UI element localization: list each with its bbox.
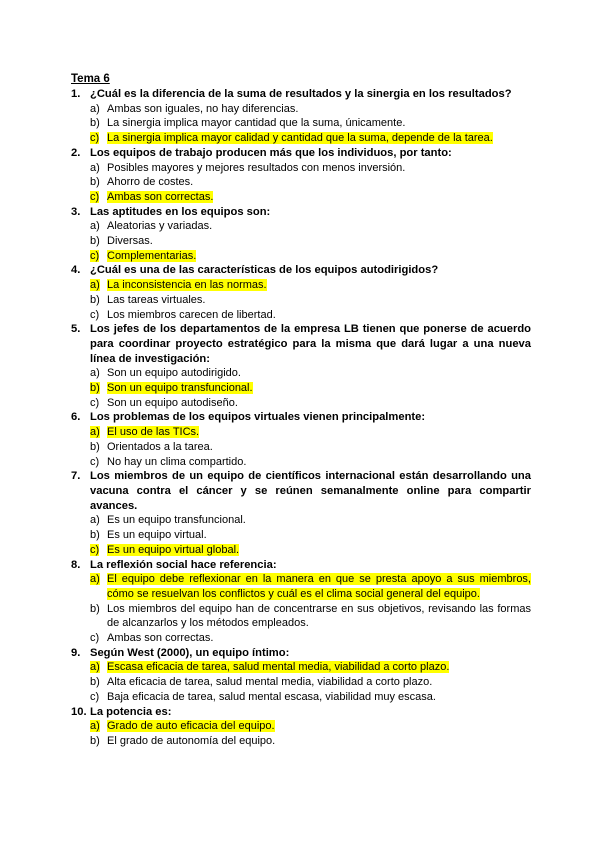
answer-option xyxy=(71,219,531,234)
question-number: 9. xyxy=(71,646,81,659)
question-text: Los equipos de trabajo producen más que los individuos, por tanto: xyxy=(90,146,452,159)
question-header xyxy=(71,558,531,573)
page-title: Tema 6 xyxy=(71,73,110,85)
option-text: Diversas. xyxy=(107,235,153,248)
option-text: Ambas son correctas. xyxy=(107,190,214,203)
question-number: 7. xyxy=(71,470,81,483)
option-letter: c) xyxy=(90,190,100,203)
question-text: La potencia es: xyxy=(90,705,172,718)
option-letter: a) xyxy=(90,367,100,380)
answer-option xyxy=(71,440,531,455)
option-text: La sinergia implica mayor cantidad que la suma, únicamente. xyxy=(107,117,406,130)
option-text: El equipo debe reflexionar en la manera en que se presta apoyo a sus miembros, cómo se resuelvan los conflictos y cuál es el clima social general del equipo. xyxy=(107,573,531,600)
option-text: El uso de las TICs. xyxy=(107,426,200,439)
answer-option xyxy=(71,234,531,249)
option-letter: c) xyxy=(90,455,100,468)
answer-option xyxy=(71,102,531,117)
question-text: ¿Cuál es la diferencia de la suma de resultados y la sinergia en los resultados? xyxy=(90,88,512,100)
option-letter: c) xyxy=(90,249,100,262)
option-letter: b) xyxy=(90,235,100,248)
option-text: Los miembros carecen de libertad. xyxy=(107,308,276,321)
question-header xyxy=(71,410,531,425)
option-text: Es un equipo transfuncional. xyxy=(107,514,246,527)
option-text: Los miembros del equipo han de concentrarse en sus objetivos, revisando las formas de alcanzarlos y los métodos empleados. xyxy=(107,602,531,630)
option-letter: b) xyxy=(90,176,100,189)
question-item xyxy=(71,646,531,705)
option-text: La inconsistencia en las normas. xyxy=(107,279,267,292)
question-number: 5. xyxy=(71,323,81,336)
question-item xyxy=(71,87,531,146)
option-letter: a) xyxy=(90,161,100,174)
question-text: Las aptitudes en los equipos son: xyxy=(90,205,271,218)
answer-option xyxy=(71,366,531,381)
option-letter: c) xyxy=(90,308,100,321)
option-text: Son un equipo transfuncional. xyxy=(107,382,253,395)
question-header xyxy=(71,146,531,161)
option-letter: a) xyxy=(90,720,100,733)
option-letter: a) xyxy=(90,514,100,527)
answer-option-correct xyxy=(71,278,531,293)
option-letter: c) xyxy=(90,132,100,145)
question-number: 6. xyxy=(71,411,81,424)
option-letter: b) xyxy=(90,293,100,306)
option-text: Orientados a la tarea. xyxy=(107,440,213,453)
question-number: 3. xyxy=(71,205,81,218)
answer-option xyxy=(71,734,531,749)
answer-option-correct xyxy=(71,543,531,558)
option-letter: a) xyxy=(90,220,100,233)
answer-option xyxy=(71,161,531,176)
option-letter: c) xyxy=(90,690,100,703)
question-header xyxy=(71,705,531,720)
option-letter: c) xyxy=(90,632,100,645)
option-text: No hay un clima compartido. xyxy=(107,455,247,468)
answer-option xyxy=(71,675,531,690)
option-letter: b) xyxy=(90,382,100,395)
question-header xyxy=(71,205,531,220)
option-text: Ambas son correctas. xyxy=(107,632,214,645)
option-letter: c) xyxy=(90,396,100,409)
option-letter: a) xyxy=(90,426,100,439)
option-text: Escasa eficacia de tarea, salud mental media, viabilidad a corto plazo. xyxy=(107,661,450,674)
answer-option xyxy=(71,528,531,543)
option-text: Posibles mayores y mejores resultados con menos inversión. xyxy=(107,161,406,174)
question-text: La reflexión social hace referencia: xyxy=(90,558,277,571)
answer-option xyxy=(71,513,531,528)
question-header xyxy=(71,322,531,366)
question-item xyxy=(71,263,531,322)
option-letter: a) xyxy=(90,102,100,115)
answer-option-correct xyxy=(71,190,531,205)
option-letter: b) xyxy=(90,440,100,453)
answer-option xyxy=(71,690,531,705)
option-text: Complementarias. xyxy=(107,249,197,262)
question-text: ¿Cuál es una de las características de los equipos autodirigidos? xyxy=(90,264,439,277)
question-header xyxy=(71,646,531,661)
answer-option xyxy=(71,308,531,323)
question-text: Según West (2000), un equipo íntimo: xyxy=(90,646,290,659)
question-item xyxy=(71,322,531,410)
question-number: 2. xyxy=(71,146,81,159)
option-text: Es un equipo virtual. xyxy=(107,529,207,542)
question-header xyxy=(71,469,531,513)
option-text: La sinergia implica mayor calidad y cantidad que la suma, depende de la tarea. xyxy=(107,132,493,145)
option-text: Grado de auto eficacia del equipo. xyxy=(107,720,275,733)
option-text: Ambas son iguales, no hay diferencias. xyxy=(107,102,299,115)
question-text: Los problemas de los equipos virtuales vienen principalmente: xyxy=(90,411,426,424)
option-letter: b) xyxy=(90,602,100,615)
option-text: Son un equipo autodiseño. xyxy=(107,396,238,409)
question-item xyxy=(71,705,531,749)
option-text: El grado de autonomía del equipo. xyxy=(107,734,276,747)
answer-option-correct xyxy=(71,425,531,440)
question-header xyxy=(71,87,531,102)
answer-option xyxy=(71,175,531,190)
question-item xyxy=(71,205,531,264)
question-list xyxy=(71,87,531,749)
question-text: Los miembros de un equipo de científicos internacional están desarrollando una vacuna contra el cáncer y se reúnen semanalmente online para compartir avances. xyxy=(90,470,531,512)
option-text: Son un equipo autodirigido. xyxy=(107,367,241,380)
question-item xyxy=(71,410,531,469)
option-text: Es un equipo virtual global. xyxy=(107,543,240,556)
question-header xyxy=(71,263,531,278)
question-number: 1. xyxy=(71,88,81,100)
option-text: Aleatorias y variadas. xyxy=(107,220,213,233)
answer-option-correct xyxy=(71,381,531,396)
question-number: 10. xyxy=(71,705,87,718)
answer-option xyxy=(71,116,531,131)
answer-option-correct xyxy=(71,719,531,734)
option-text: Ahorro de costes. xyxy=(107,176,194,189)
option-letter: a) xyxy=(90,279,100,292)
option-text: Baja eficacia de tarea, salud mental escasa, viabilidad muy escasa. xyxy=(107,690,436,703)
option-text: Alta eficacia de tarea, salud mental media, viabilidad a corto plazo. xyxy=(107,676,433,689)
answer-option xyxy=(71,396,531,411)
option-letter: b) xyxy=(90,734,100,747)
option-letter: a) xyxy=(90,573,100,586)
question-number: 8. xyxy=(71,558,81,571)
question-item xyxy=(71,146,531,205)
answer-option xyxy=(71,631,531,646)
answer-option-correct xyxy=(71,660,531,675)
option-letter: a) xyxy=(90,661,100,674)
question-number: 4. xyxy=(71,264,81,277)
answer-option xyxy=(71,293,531,308)
option-letter: b) xyxy=(90,117,100,130)
option-letter: b) xyxy=(90,676,100,689)
question-item xyxy=(71,469,531,557)
answer-option-correct xyxy=(71,131,531,146)
option-letter: b) xyxy=(90,529,100,542)
answer-option xyxy=(71,602,531,631)
question-item xyxy=(71,558,531,646)
question-text: Los jefes de los departamentos de la empresa LB tienen que ponerse de acuerdo para coordinar proyecto estratégico para la misma que dará lugar a una nueva línea de investigación: xyxy=(90,323,531,365)
option-text: Las tareas virtuales. xyxy=(107,293,206,306)
answer-option-correct xyxy=(71,572,531,601)
option-letter: c) xyxy=(90,543,100,556)
answer-option xyxy=(71,455,531,470)
answer-option-correct xyxy=(71,249,531,264)
